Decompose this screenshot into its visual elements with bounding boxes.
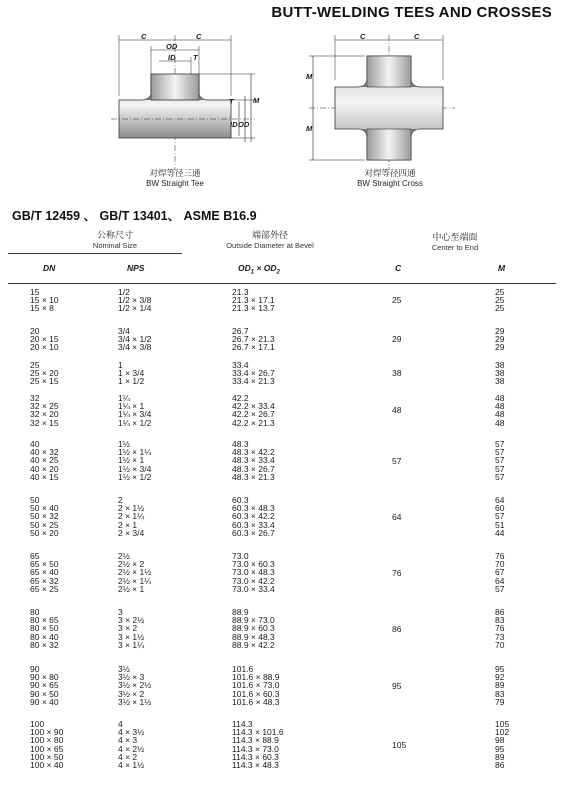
header-center-to-end — [390, 230, 520, 252]
tee-dim-od: OD — [166, 42, 178, 51]
cell-m: 95 — [495, 664, 505, 674]
cell-m: 48 — [495, 393, 505, 403]
cell-od: 42.2 × 21.3 — [232, 417, 275, 428]
cell-dn-column — [30, 288, 59, 313]
cell-dn: 80 — [30, 607, 40, 617]
cell-nps: 2 × 1½ — [118, 503, 145, 514]
cell-dn: 90 × 40 — [30, 696, 59, 707]
cell-m: 38 — [495, 368, 505, 379]
cell-od: 73.0 × 42.2 — [232, 575, 275, 586]
tee-dim-m: M — [253, 96, 260, 105]
cell-m: 76 — [495, 623, 505, 634]
cell-nps: 1 × 3/4 — [118, 368, 145, 379]
cell-od: 114.3 × 101.6 — [232, 727, 284, 738]
cell-dn-column — [30, 440, 59, 481]
cell-od: 48.3 — [232, 439, 249, 449]
cell-od: 88.9 × 73.0 — [232, 615, 275, 626]
cell-dn: 50 × 25 — [30, 519, 59, 530]
cell-nps: 4 × 3 — [118, 735, 138, 746]
cell-nps: 2½ × 1½ — [118, 567, 152, 578]
tee-dim-c-left: C — [141, 32, 147, 41]
cell-od: 33.4 × 26.7 — [232, 368, 275, 379]
cell-od: 21.3 × 17.1 — [232, 295, 275, 306]
standards-line: GB/T 12459 、 GB/T 13401、 ASME B16.9 — [12, 209, 257, 223]
cell-dn: 20 × 10 — [30, 342, 59, 353]
cell-nps: 2 — [118, 495, 123, 505]
cell-od: 88.9 × 48.3 — [232, 631, 275, 642]
cell-m: 70 — [495, 559, 505, 570]
cell-nps: 2½ — [118, 551, 130, 561]
cell-nps: 3 — [118, 607, 123, 617]
cell-od-column — [232, 720, 284, 769]
tee-caption-cn: 对焊等径三通 — [149, 169, 201, 179]
cell-dn: 100 × 50 — [30, 751, 64, 762]
cell-m-column — [495, 288, 504, 313]
col-header-od1-sub: 1 — [250, 269, 255, 276]
cell-od: 73.0 × 48.3 — [232, 567, 275, 578]
cell-dn: 15 — [30, 287, 40, 297]
cell-dn: 40 — [30, 439, 40, 449]
cell-nps: 3 × 2 — [118, 623, 138, 634]
cell-m: 25 — [495, 303, 505, 314]
col-header-od1: OD — [238, 263, 251, 273]
cell-dn: 50 — [30, 495, 40, 505]
cell-dn: 40 × 25 — [30, 455, 59, 466]
cell-od-column — [232, 361, 275, 386]
cell-nps: 2½ × 1 — [118, 583, 145, 594]
cell-nps: 3½ × 1½ — [118, 696, 152, 707]
cell-m: 57 — [495, 511, 505, 522]
cell-dn: 15 × 10 — [30, 295, 59, 306]
col-header-c: C — [395, 263, 402, 273]
header-nominal-en: Nominal Size — [92, 241, 138, 250]
cell-dn: 65 × 40 — [30, 567, 59, 578]
cell-od: 73.0 — [232, 551, 249, 561]
cell-nps-column — [118, 552, 151, 593]
cell-m: 86 — [495, 759, 505, 770]
header-cte-en: Center to End — [431, 243, 479, 252]
cell-dn: 32 × 15 — [30, 417, 59, 428]
cell-dn: 40 × 32 — [30, 447, 59, 458]
cell-od: 88.9 × 60.3 — [232, 623, 275, 634]
cell-od-column — [232, 327, 275, 352]
cell-od: 101.6 × 60.3 — [232, 688, 280, 699]
cell-od: 101.6 × 73.0 — [232, 680, 280, 691]
col-header-m: M — [498, 263, 506, 273]
cell-c: 64 — [392, 511, 402, 522]
cell-nps-column — [118, 327, 151, 352]
cell-m: 64 — [495, 575, 505, 586]
cell-od-column — [232, 394, 275, 427]
cell-nps-column — [118, 440, 151, 481]
cell-m: 73 — [495, 631, 505, 642]
page-title: BUTT-WELDING TEES AND CROSSES — [271, 4, 552, 21]
cell-m: 98 — [495, 735, 505, 746]
cell-m-column — [495, 608, 504, 649]
tee-dim-t: T — [193, 53, 198, 62]
cell-c: 57 — [392, 455, 402, 466]
cell-nps: 3 × 1¼ — [118, 639, 145, 650]
cell-dn: 65 × 25 — [30, 583, 59, 594]
cell-m: 105 — [495, 719, 510, 729]
cell-nps-column — [118, 288, 151, 313]
cell-m: 57 — [495, 447, 505, 458]
cross-diagram — [305, 30, 465, 175]
cell-dn: 40 × 20 — [30, 463, 59, 474]
cell-od: 60.3 — [232, 495, 249, 505]
cell-dn: 100 — [30, 719, 45, 729]
cell-m: 83 — [495, 615, 505, 626]
cell-nps: 3½ × 2½ — [118, 680, 152, 691]
tee-dim-od-side: OD — [238, 120, 250, 129]
cell-nps: 4 × 3½ — [118, 727, 145, 738]
cell-m: 48 — [495, 417, 505, 428]
cross-dim-m-bottom: M — [306, 124, 313, 133]
cell-od: 26.7 — [232, 326, 249, 336]
cell-nps-column — [118, 608, 144, 649]
cell-nps: 1½ × 3/4 — [118, 463, 152, 474]
cell-nps: 1½ × 1 — [118, 455, 145, 466]
cell-nps: 3/4 × 3/8 — [118, 342, 152, 353]
cell-m-column — [495, 394, 504, 427]
cell-od: 114.3 × 73.0 — [232, 743, 279, 754]
cell-od: 48.3 × 42.2 — [232, 447, 275, 458]
cell-nps: 4 — [118, 719, 123, 729]
cell-dn-column — [30, 720, 63, 769]
cell-dn: 40 × 15 — [30, 471, 59, 482]
header-od-en: Outside Diameter at Bevel — [226, 241, 314, 250]
cell-od: 60.3 × 48.3 — [232, 503, 275, 514]
cell-nps-column — [118, 665, 151, 706]
cell-c: 25 — [392, 295, 402, 306]
tee-diagram — [105, 30, 265, 175]
cell-od: 114.3 — [232, 719, 253, 729]
cell-od: 73.0 × 60.3 — [232, 559, 275, 570]
cell-dn: 50 × 32 — [30, 511, 59, 522]
cell-nps: 2½ × 2 — [118, 559, 145, 570]
cell-nps-column — [118, 361, 144, 386]
cross-caption-en: BW Straight Cross — [357, 179, 423, 188]
cell-od-column — [232, 552, 275, 593]
cell-od: 42.2 × 33.4 — [232, 401, 275, 412]
cell-m: 89 — [495, 751, 505, 762]
cell-od: 60.3 × 42.2 — [232, 511, 275, 522]
cell-od-column — [232, 665, 280, 706]
cell-dn-column — [30, 327, 59, 352]
cell-od: 101.6 — [232, 664, 254, 674]
cell-m: 44 — [495, 527, 505, 538]
cell-nps-column — [118, 496, 144, 537]
cell-dn: 32 × 20 — [30, 409, 59, 420]
cell-m: 38 — [495, 360, 505, 370]
cell-dn-column — [30, 394, 59, 427]
cell-m: 25 — [495, 287, 505, 297]
cell-dn: 100 × 40 — [30, 759, 64, 770]
cell-dn: 90 × 65 — [30, 680, 59, 691]
cell-nps: 1¼ × 3/4 — [118, 409, 152, 420]
tee-caption-en: BW Straight Tee — [146, 179, 204, 188]
cell-nps: 1¼ × 1 — [118, 401, 145, 412]
cell-m: 92 — [495, 672, 505, 683]
cross-caption-cn: 对焊等径四通 — [364, 169, 416, 179]
cell-dn: 90 — [30, 664, 40, 674]
cell-nps-column — [118, 720, 144, 769]
cell-nps: 2 × 3/4 — [118, 527, 145, 538]
cell-od: 114.3 × 60.3 — [232, 751, 279, 762]
cell-m: 86 — [495, 607, 505, 617]
header-nominal-size — [60, 228, 170, 250]
cell-nps: 1/2 × 3/8 — [118, 295, 152, 306]
tee-dim-t-side: T — [229, 97, 234, 106]
cell-nps: 3 × 2½ — [118, 615, 145, 626]
cross-dim-c-left: C — [360, 32, 366, 41]
cell-dn: 15 × 8 — [30, 303, 54, 314]
cell-dn: 80 × 65 — [30, 615, 59, 626]
cell-m: 89 — [495, 680, 505, 691]
header-rule-nominal — [8, 253, 182, 254]
cell-m: 29 — [495, 342, 505, 353]
cell-nps: 3/4 — [118, 326, 130, 336]
cell-od: 114.3 × 88.9 — [232, 735, 279, 746]
cell-dn-column — [30, 665, 59, 706]
cell-nps: 2 × 1 — [118, 519, 138, 530]
cell-nps: 3/4 × 1/2 — [118, 334, 152, 345]
cell-m-column — [495, 665, 504, 706]
col-header-nps: NPS — [127, 263, 145, 273]
cell-dn-column — [30, 496, 59, 537]
cell-od: 60.3 × 26.7 — [232, 527, 275, 538]
cell-m-column — [495, 720, 509, 769]
header-nominal-cn: 公称尺寸 — [96, 231, 133, 241]
cell-nps: 3½ × 2 — [118, 688, 145, 699]
cell-c: 105 — [392, 739, 407, 750]
cell-m-column — [495, 552, 504, 593]
cell-dn-column — [30, 552, 59, 593]
cell-nps: 1/2 × 1/4 — [118, 303, 152, 314]
cell-dn: 20 — [30, 326, 40, 336]
cell-dn: 80 × 40 — [30, 631, 59, 642]
cell-nps: 3½ × 3 — [118, 672, 145, 683]
cell-od: 26.7 × 17.1 — [232, 342, 275, 353]
header-rule-main — [8, 283, 556, 284]
cell-m: 48 — [495, 409, 505, 420]
cell-nps: 1½ × 1/2 — [118, 471, 152, 482]
cell-nps: 1 — [118, 360, 123, 370]
cell-m: 57 — [495, 439, 505, 449]
cell-dn: 25 × 15 — [30, 376, 59, 387]
cell-m: 57 — [495, 463, 505, 474]
cell-od: 21.3 × 13.7 — [232, 303, 275, 314]
cell-nps: 1½ — [118, 439, 130, 449]
tee-caption — [120, 167, 230, 188]
cell-od: 48.3 × 33.4 — [232, 455, 275, 466]
col-header-dn: DN — [43, 263, 56, 273]
cell-dn: 32 × 25 — [30, 401, 59, 412]
cell-od: 101.6 × 88.9 — [232, 672, 280, 683]
cell-nps: 1/2 — [118, 287, 130, 297]
cell-c: 95 — [392, 680, 402, 691]
cell-m: 67 — [495, 567, 505, 578]
cell-dn: 90 × 50 — [30, 688, 59, 699]
cell-nps: 3½ — [118, 664, 130, 674]
cell-nps: 1¼ × 1/2 — [118, 417, 152, 428]
cell-m: 51 — [495, 519, 505, 530]
cell-od: 42.2 — [232, 393, 249, 403]
cell-m: 57 — [495, 455, 505, 466]
cell-od: 73.0 × 33.4 — [232, 583, 275, 594]
header-outside-diameter — [205, 228, 335, 250]
cell-dn: 80 × 32 — [30, 639, 59, 650]
cell-dn: 65 — [30, 551, 40, 561]
cell-m-column — [495, 327, 504, 352]
cell-dn: 50 × 20 — [30, 527, 59, 538]
cell-dn: 25 × 20 — [30, 368, 59, 379]
cell-od-column — [232, 496, 275, 537]
cross-dim-c-right: C — [414, 32, 420, 41]
cell-dn: 65 × 50 — [30, 559, 59, 570]
cell-dn: 50 × 40 — [30, 503, 59, 514]
cell-nps: 2½ × 1¼ — [118, 575, 152, 586]
cell-m: 29 — [495, 326, 505, 336]
cell-od: 26.7 × 21.3 — [232, 334, 275, 345]
cell-nps: 2 × 1¼ — [118, 511, 145, 522]
cell-m-column — [495, 361, 504, 386]
cell-od: 42.2 × 26.7 — [232, 409, 275, 420]
cell-od: 48.3 × 26.7 — [232, 463, 275, 474]
cell-od: 88.9 × 42.2 — [232, 639, 275, 650]
cell-m: 38 — [495, 376, 505, 387]
cell-m-column — [495, 440, 504, 481]
cell-m: 57 — [495, 583, 505, 594]
cell-nps-column — [118, 394, 151, 427]
col-header-od2-sub: 2 — [276, 269, 280, 276]
cell-m: 79 — [495, 696, 505, 707]
cell-m: 95 — [495, 743, 505, 754]
cell-od: 33.4 × 21.3 — [232, 376, 275, 387]
header-cte-cn: 中心至端面 — [432, 233, 478, 243]
header-od-cn: 端部外径 — [251, 231, 288, 241]
cell-m: 57 — [495, 471, 505, 482]
col-header-od2: × OD — [254, 263, 277, 273]
cell-dn: 80 × 50 — [30, 623, 59, 634]
cell-dn: 100 × 90 — [30, 727, 64, 738]
cell-od: 101.6 × 48.3 — [232, 696, 280, 707]
cell-dn: 100 × 65 — [30, 743, 64, 754]
cell-dn: 100 × 80 — [30, 735, 64, 746]
cell-dn: 25 — [30, 360, 40, 370]
cell-od: 48.3 × 21.3 — [232, 471, 275, 482]
cell-dn-column — [30, 608, 59, 649]
cell-od: 88.9 — [232, 607, 249, 617]
cell-nps: 4 × 1½ — [118, 759, 145, 770]
cell-m-column — [495, 496, 504, 537]
tee-dim-id: ID — [168, 53, 176, 62]
cross-dim-m-top: M — [306, 72, 313, 81]
cell-nps: 4 × 2 — [118, 751, 138, 762]
cell-m: 102 — [495, 727, 510, 738]
cell-c: 76 — [392, 567, 402, 578]
cell-c: 86 — [392, 623, 402, 634]
tee-dim-c-right: C — [196, 32, 202, 41]
cell-nps: 1½ × 1¼ — [118, 447, 152, 458]
cell-nps: 1¼ — [118, 393, 130, 403]
cell-dn: 20 × 15 — [30, 334, 59, 345]
cell-od: 21.3 — [232, 287, 249, 297]
cell-m: 60 — [495, 503, 505, 514]
cell-dn-column — [30, 361, 59, 386]
cell-m: 29 — [495, 334, 505, 345]
col-header-od — [238, 263, 280, 276]
cell-c: 38 — [392, 368, 402, 379]
cell-od: 33.4 — [232, 360, 249, 370]
cell-m: 83 — [495, 688, 505, 699]
cell-dn: 90 × 80 — [30, 672, 59, 683]
tee-dim-id-side: ID — [230, 120, 238, 129]
cell-nps: 4 × 2½ — [118, 743, 145, 754]
cell-od: 60.3 × 33.4 — [232, 519, 275, 530]
cell-m: 48 — [495, 401, 505, 412]
cell-od-column — [232, 608, 275, 649]
cell-m: 64 — [495, 495, 505, 505]
cell-dn: 65 × 32 — [30, 575, 59, 586]
cell-od: 114.3 × 48.3 — [232, 759, 279, 770]
cell-m: 76 — [495, 551, 505, 561]
cell-m: 70 — [495, 639, 505, 650]
cell-dn: 32 — [30, 393, 40, 403]
cell-od-column — [232, 288, 275, 313]
cross-caption — [335, 167, 445, 188]
cell-c: 48 — [392, 405, 402, 416]
cell-m: 25 — [495, 295, 505, 306]
cell-od-column — [232, 440, 275, 481]
cell-c: 29 — [392, 334, 402, 345]
cell-nps: 1 × 1/2 — [118, 376, 145, 387]
cell-nps: 3 × 1½ — [118, 631, 145, 642]
